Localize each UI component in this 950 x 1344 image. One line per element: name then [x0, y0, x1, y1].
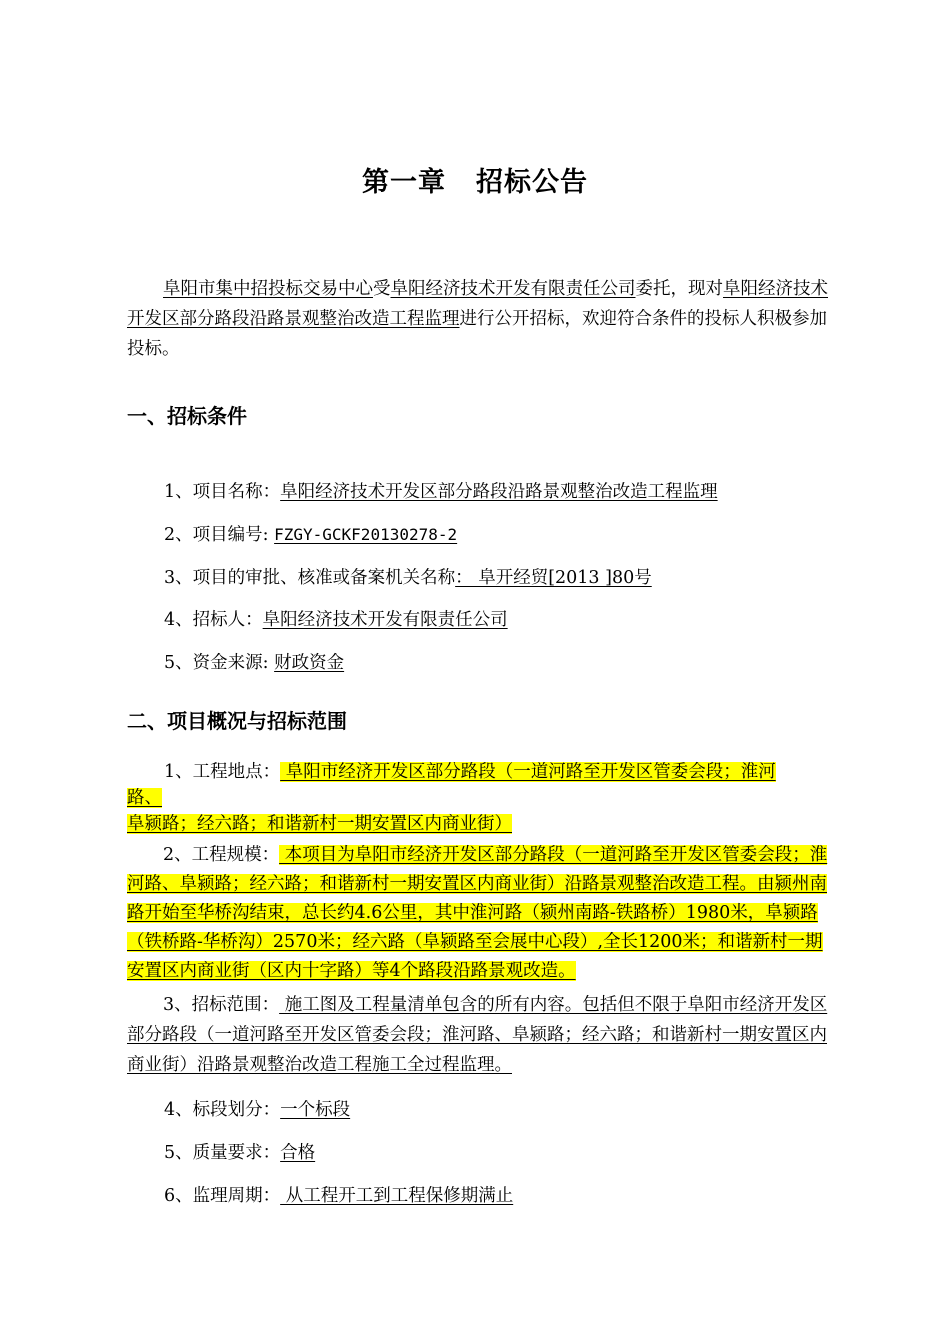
intro-paragraph: 阜阳市集中招投标交易中心受阜阳经济技术开发有限责任公司委托，现对阜阳经济技术开发区部分路段沿路景观整治改造工程监理进行公开招标，欢迎符合条件的投标人积极参加投标。: [127, 279, 828, 359]
chapter-number: 第一章: [362, 167, 446, 198]
chapter-name: 招标公告: [476, 167, 588, 198]
item-tenderer: 4、招标人：阜阳经济技术开发有限责任公司: [164, 610, 508, 630]
owner-name: 阜阳经济技术开发有限责任公司: [390, 279, 636, 299]
project-name: 阜阳经济技术开发区部分路段沿路景观整治改造工程监理: [127, 279, 828, 329]
item-approval-authority: 3、项目的审批、核准或备案机关名称： 阜开经贸[2013 ]80号: [164, 568, 652, 588]
item-project-name: 1、项目名称：阜阳经济技术开发区部分路段沿路景观整治改造工程监理: [164, 482, 718, 502]
item-scale: 2、工程规模： 本项目为阜阳市经济开发区部分路段（一道河路至开发区管委会段；淮河路、阜颍路；经六路；和谐新村一期安置区内商业街）沿路景观整治改造工程。由颍州南路开始至华桥沟结束，总长约4.6公里，其中淮河路（颍州南路-铁路桥）1980米，阜颍路（铁桥路-华桥沟）2570米；经六路（阜颍路至会展中心段）,全长1200米；和谐新村一期安置区内商业街（区内十字路）等4个路段沿路景观改造。: [127, 845, 828, 981]
item-period: 6、监理周期： 从工程开工到工程保修期满止: [164, 1186, 514, 1206]
item-location: 1、工程地点： 阜阳市经济开发区部分路段（一道河路至开发区管委会段；淮河 路、 阜颍路；经六路；和谐新村一期安置区内商业街）: [127, 762, 776, 834]
section-heading-conditions: 一、招标条件: [127, 404, 247, 428]
item-quality: 5、质量要求：合格: [164, 1143, 316, 1163]
item-fund-source: 5、资金来源: 财政资金: [164, 653, 345, 673]
item-lots: 4、标段划分：一个标段: [164, 1100, 351, 1120]
item-scope: 3、招标范围： 施工图及工程量清单包含的所有内容。包括但不限于阜阳市经济开发区部分路段（一道河路至开发区管委会段；淮河路、阜颍路；经六路；和谐新村一期安置区内商业街）沿路景观整治改造工程施工全过程监理。: [127, 995, 828, 1075]
page-title: [0, 160, 950, 199]
agency-name: 阜阳市集中招投标交易中心: [163, 279, 373, 299]
item-project-number: 2、项目编号: FZGY-GCKF20130278-2: [164, 525, 458, 545]
section-heading-overview: 二、项目概况与招标范围: [127, 709, 347, 733]
